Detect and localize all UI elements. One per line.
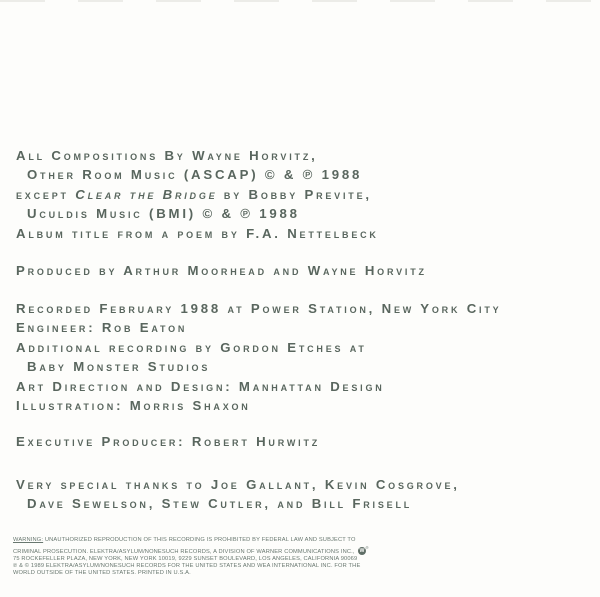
credit-line-ascap: Other Room Music (ASCAP) © & ℗ 1988 bbox=[27, 167, 363, 183]
credit-line-executive-producer: Executive Producer: Robert Hurwitz bbox=[16, 434, 321, 449]
special-thanks-block bbox=[16, 475, 460, 514]
warner-logo-letter: W bbox=[359, 548, 365, 554]
credit-line-thanks-2: Dave Sewelson, Stew Cutler, and Bill Frisell bbox=[27, 496, 413, 512]
credit-line-illustration: Illustration: Morris Shaxon bbox=[16, 398, 251, 414]
legal-fine-print bbox=[13, 537, 369, 577]
credit-line-thanks: Very special thanks to Joe Gallant, Kevin Cosgrove, bbox=[16, 477, 460, 492]
credit-line-engineer: Engineer: Rob Eaton bbox=[16, 320, 188, 336]
credit-text: by Bobby Previte, bbox=[217, 186, 372, 202]
legal-line-copyright: ℗ & © 1989 ELEKTRA/ASYLUM/NONESUCH RECORDS FOR THE UNITED STATES AND WEA INTERNATIONAL INC. FOR THE bbox=[13, 563, 361, 569]
producer-credit-block bbox=[16, 261, 427, 280]
legal-text: CRIMINAL PROSECUTION. ELEKTRA/ASYLUM/NONESUCH RECORDS, A DIVISION OF WARNER COMMUNICATIONS INC., bbox=[13, 549, 355, 555]
legal-line-warning bbox=[13, 537, 369, 544]
composition-credits-block bbox=[16, 146, 379, 243]
legal-line-company bbox=[13, 544, 369, 556]
warning-label: WARNING: bbox=[13, 537, 44, 543]
legal-text: UNAUTHORIZED REPRODUCTION OF THIS RECORDING IS PROHIBITED BY FEDERAL LAW AND SUBJECT TO bbox=[43, 537, 356, 543]
legal-line-printed: WORLD OUTSIDE OF THE UNITED STATES. PRINTED IN U.S.A. bbox=[13, 570, 191, 576]
credit-line-bmi: Uculdis Music (BMI) © & ℗ 1988 bbox=[27, 206, 300, 222]
registered-mark: ® bbox=[365, 545, 369, 550]
song-title-italic: Clear the Bridge bbox=[75, 186, 218, 202]
credit-line-album-title: Album title from a poem by F.A. Nettelbeck bbox=[16, 225, 379, 241]
credit-line-art-direction: Art Direction and Design: Manhattan Design bbox=[16, 378, 385, 394]
credit-text: except bbox=[16, 186, 76, 202]
warner-communications-logo bbox=[358, 547, 366, 555]
credit-line-produced-by: Produced by Arthur Moorhead and Wayne Horvitz bbox=[16, 263, 427, 278]
legal-line-address: 75 ROCKEFELLER PLAZA, NEW YORK, NEW YORK 10019, 9229 SUNSET BOULEVARD, LOS ANGELES, CALIFORNIA 90069 bbox=[13, 556, 358, 562]
credit-line-except bbox=[16, 185, 379, 204]
credit-line-recorded: Recorded February 1988 at Power Station, New York City bbox=[16, 301, 502, 316]
scan-edge-artifact bbox=[0, 0, 600, 2]
credit-line-studio: Baby Monster Studios bbox=[27, 359, 211, 375]
credit-line-compositions: All Compositions By Wayne Horvitz, bbox=[16, 148, 318, 163]
recording-credits-block bbox=[16, 299, 501, 415]
executive-producer-block bbox=[16, 432, 320, 451]
credit-line-additional-recording: Additional recording by Gordon Etches at bbox=[16, 339, 367, 355]
